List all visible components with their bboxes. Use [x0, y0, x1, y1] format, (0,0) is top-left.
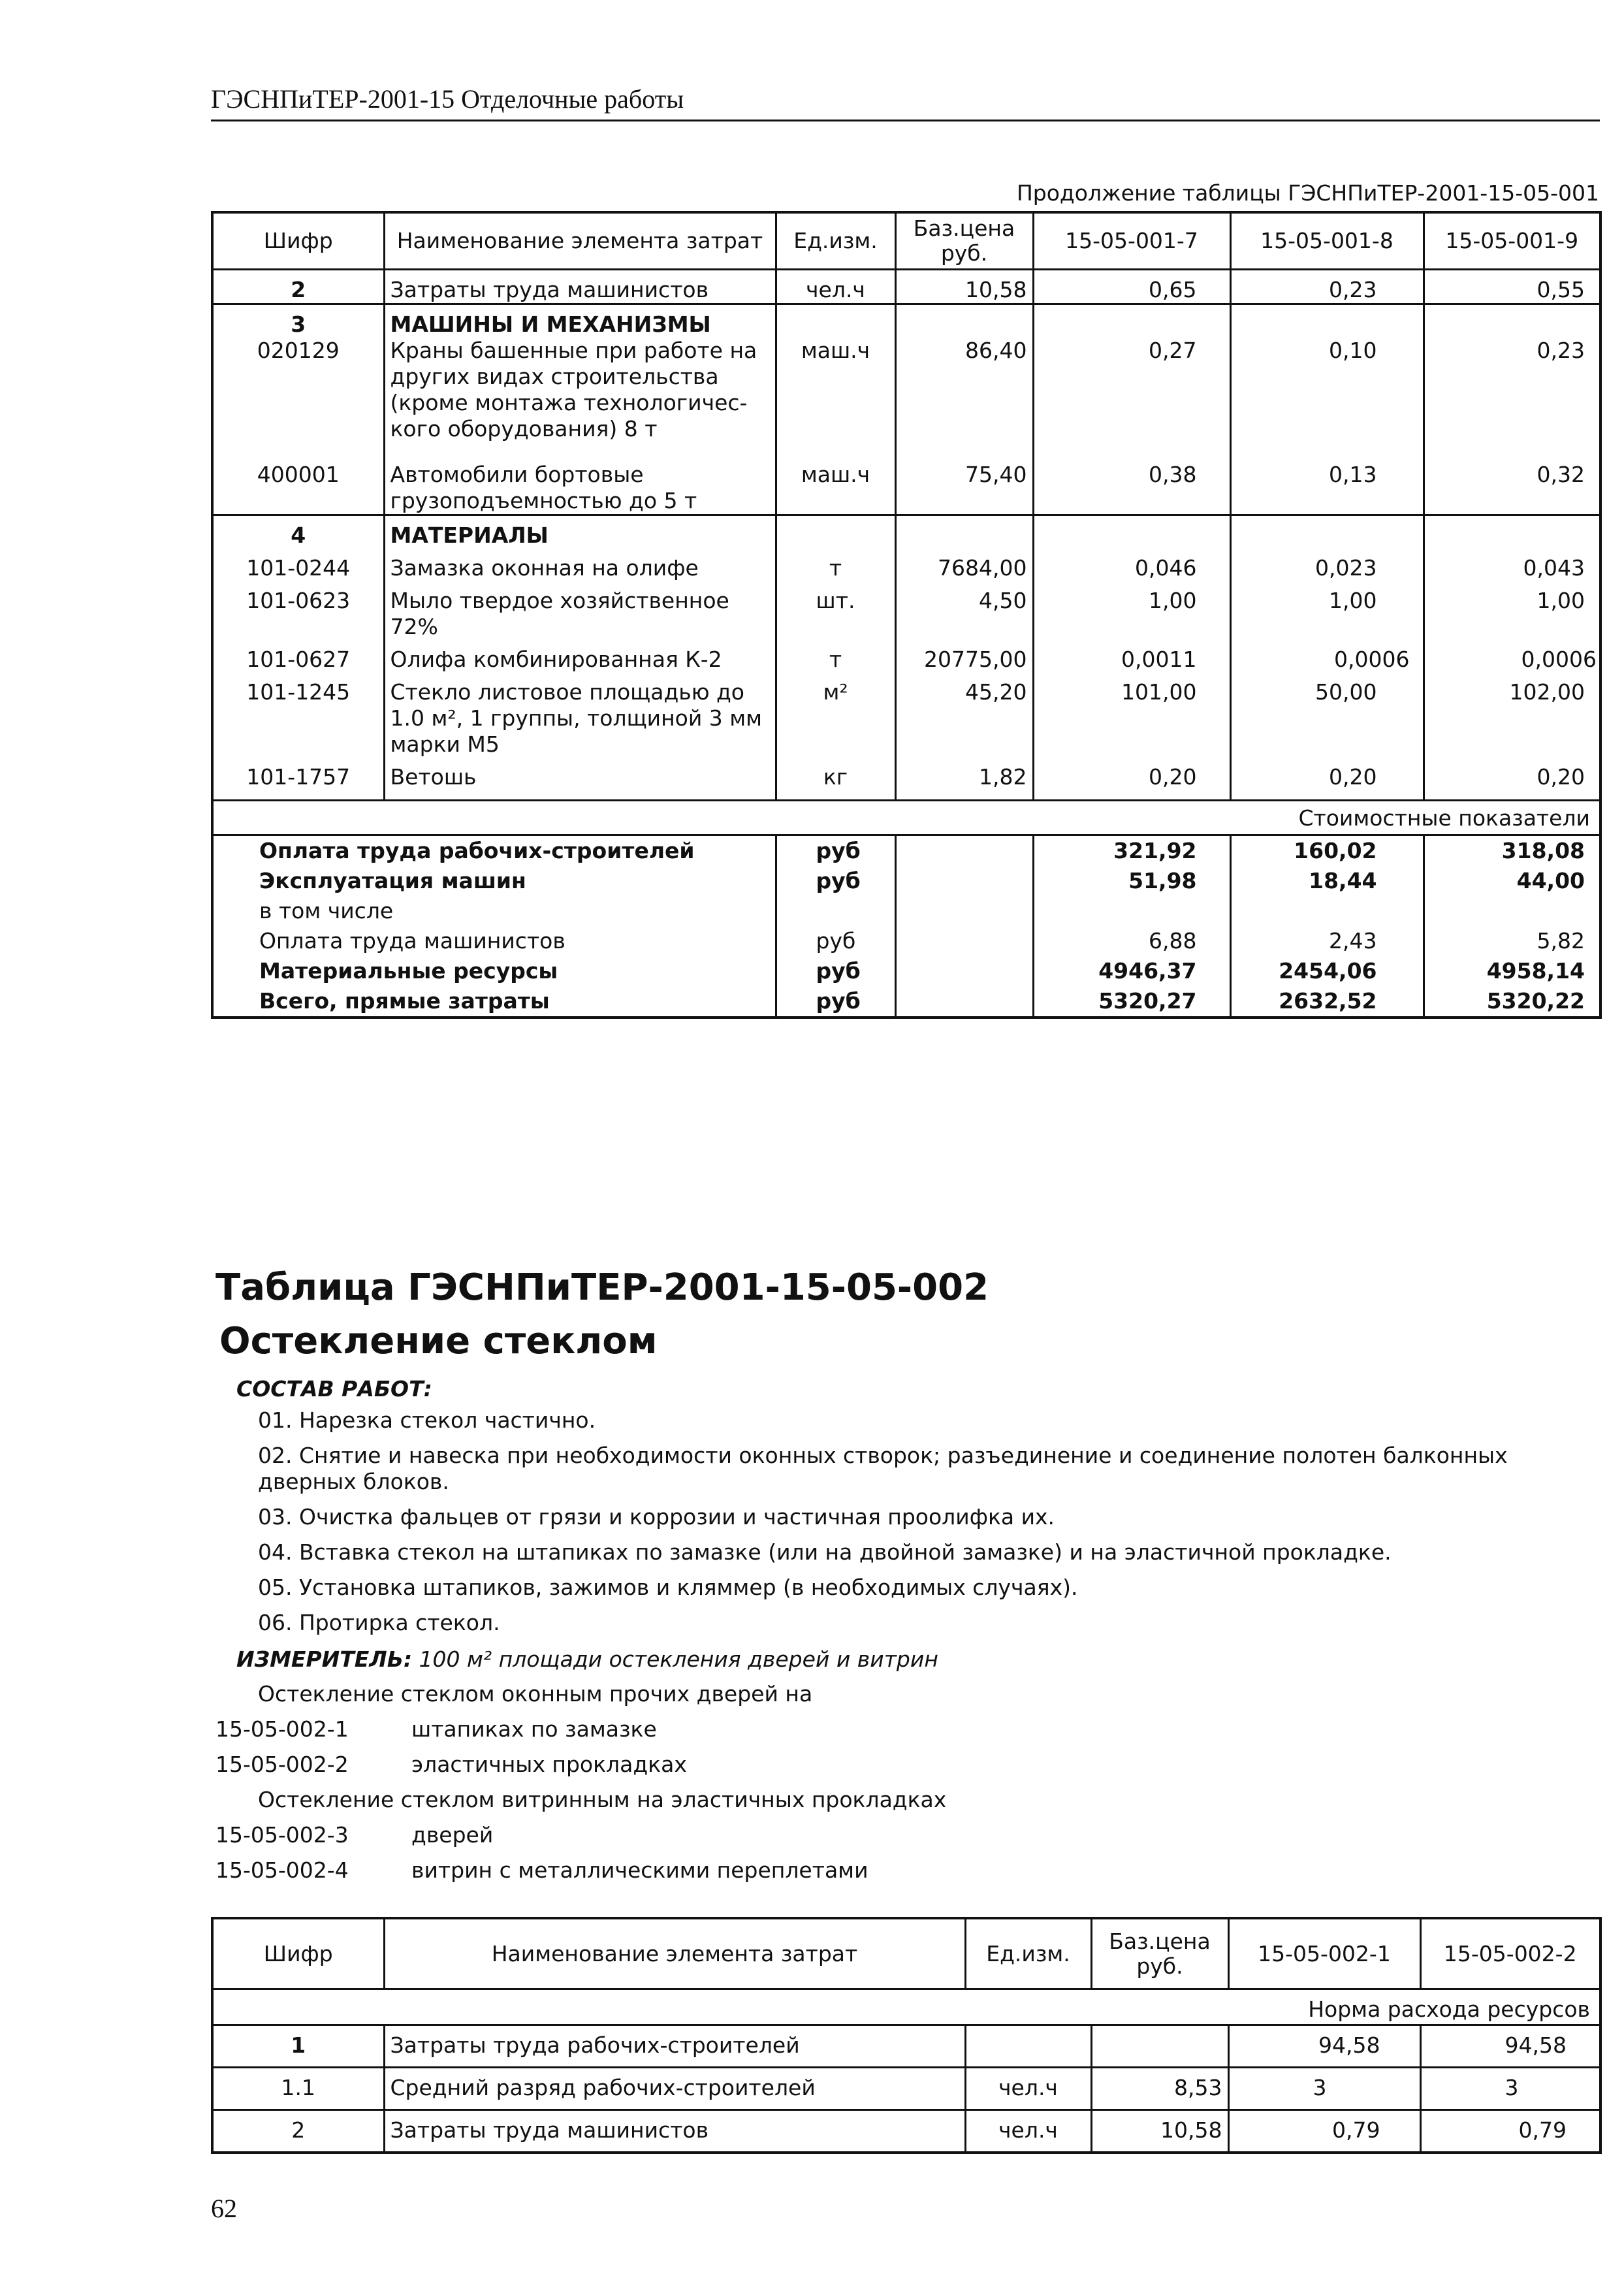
cell-value: 0,0006 — [1230, 640, 1424, 673]
total-value: 5320,27 — [1033, 986, 1230, 1018]
total-value: 5,82 — [1536, 928, 1585, 954]
cell-code: 101-0623 — [212, 581, 384, 640]
cell-name: Олифа комбинированная К-2 — [384, 640, 776, 673]
total-value: 4958,14 — [1486, 958, 1585, 984]
total-label: Всего, прямые затраты — [212, 986, 776, 1018]
cell-value: 0,20 — [1536, 764, 1585, 790]
cell-code: 1 — [212, 2025, 384, 2068]
section-heading: МАШИНЫ И МЕХАНИЗМЫ — [384, 304, 776, 338]
cell-code: 2 — [212, 270, 384, 304]
group-title: Остекление стеклом витринным на эластичных прокладках — [258, 1787, 947, 1812]
cell-name: Затраты труда рабочих-строителей — [384, 2025, 965, 2068]
cell-value: 0,0006 — [1521, 647, 1597, 672]
total-value: 2454,06 — [1230, 956, 1424, 986]
column-header: Баз.цена руб. — [895, 212, 1033, 270]
item-text: дверей — [411, 1822, 494, 1848]
cell-price: 4,50 — [895, 581, 1033, 640]
cell-value: 0,043 — [1523, 555, 1585, 581]
cell-unit: маш.ч — [776, 442, 895, 515]
cell-value: 0,023 — [1230, 549, 1424, 581]
table-section-row — [212, 515, 1600, 549]
total-value: 6,88 — [1033, 926, 1230, 956]
cell-name: Краны башенные при работе на других видах строительства (кроме монтажа технологичес-кого оборудования) 8 т — [384, 338, 776, 442]
cell-price: 8,53 — [1091, 2068, 1228, 2110]
header-rule — [211, 120, 1600, 121]
item-text: штапиках по замазке — [411, 1716, 657, 1742]
resources-table-15-05-001 — [211, 211, 1602, 1019]
table-row — [212, 442, 1600, 515]
total-value: 321,92 — [1033, 835, 1230, 867]
cell-name: Замазка оконная на олифе — [384, 549, 776, 581]
cell-value: 0,0011 — [1033, 640, 1230, 673]
list-item: 01. Нарезка стекол частично. — [258, 1407, 596, 1433]
list-item: 04. Вставка стекол на штапиках по замазке (или на двойной замазке) и на эластичной прокладке. — [258, 1539, 1392, 1565]
measure-line — [236, 1646, 938, 1672]
total-value: 2,43 — [1230, 926, 1424, 956]
cell-value: 102,00 — [1509, 679, 1585, 705]
cell-code: 400001 — [212, 442, 384, 515]
column-header: Наименование элемента затрат — [384, 1918, 965, 1989]
column-header: 15-05-001-8 — [1230, 212, 1424, 270]
cell-price: 10,58 — [895, 270, 1033, 304]
table-row — [212, 549, 1600, 581]
total-value: 18,44 — [1230, 866, 1424, 896]
cell-price: 86,40 — [895, 338, 1033, 442]
cell-value: 0,23 — [1536, 338, 1585, 363]
cell-name: Стекло листовое площадью до 1.0 м², 1 группы, толщиной 3 мм марки М5 — [384, 673, 776, 758]
cell-price: 45,20 — [895, 673, 1033, 758]
cell-value: 94,58 — [1505, 2032, 1567, 2058]
cell-code: 2 — [212, 2110, 384, 2153]
total-label: Оплата труда машинистов — [212, 926, 776, 956]
cell-unit: чел.ч — [965, 2110, 1091, 2153]
page-number: 62 — [211, 2194, 237, 2223]
cell-price: 1,82 — [895, 758, 1033, 801]
total-label: в том числе — [212, 896, 776, 926]
costs-label: Стоимостные показатели — [1298, 805, 1590, 831]
cell-price: 75,40 — [895, 442, 1033, 515]
total-value: 4946,37 — [1033, 956, 1230, 986]
total-unit: руб — [776, 986, 895, 1018]
total-unit: руб — [776, 866, 895, 896]
list-item: 05. Установка штапиков, зажимов и кляммер (в необходимых случаях). — [258, 1575, 1078, 1600]
total-unit: руб — [776, 926, 895, 956]
cell-code: 101-0627 — [212, 640, 384, 673]
total-unit: руб — [776, 956, 895, 986]
cell-name: Затраты труда машинистов — [384, 2110, 965, 2153]
cell-value: 0,20 — [1033, 758, 1230, 801]
cell-value: 3 — [1228, 2068, 1420, 2110]
total-value — [1033, 896, 1230, 926]
total-value: 51,98 — [1033, 866, 1230, 896]
total-unit: руб — [776, 835, 895, 867]
cell-price: 7684,00 — [895, 549, 1033, 581]
totals-row — [212, 956, 1600, 986]
list-item: 03. Очистка фальцев от грязи и коррозии и частичная проолифка их. — [258, 1504, 1055, 1530]
cell-unit: т — [776, 640, 895, 673]
column-header: 15-05-002-2 — [1420, 1918, 1600, 1989]
total-unit — [776, 896, 895, 926]
cell-unit: т — [776, 549, 895, 581]
item-code: 15-05-002-1 — [215, 1716, 349, 1742]
table-header-row — [212, 212, 1600, 270]
item-text: витрин с металлическими переплетами — [411, 1857, 868, 1883]
total-value: 2632,52 — [1230, 986, 1424, 1018]
total-value: 44,00 — [1516, 868, 1585, 893]
total-value — [1230, 896, 1424, 926]
cell-value: 1,00 — [1033, 581, 1230, 640]
running-header: ГЭСНПиТЕР-2001-15 Отделочные работы — [211, 84, 684, 114]
column-header: Ед.изм. — [965, 1918, 1091, 1989]
cell-value: 1,00 — [1230, 581, 1424, 640]
cell-name: Затраты труда машинистов — [384, 270, 776, 304]
column-header: Шифр — [212, 1918, 384, 1989]
totals-row — [212, 926, 1600, 956]
cell-unit — [965, 2025, 1091, 2068]
list-item: 02. Снятие и навеска при необходимости оконных створок; разъединение и соединение полотен балконных дверных блоков. — [258, 1443, 1508, 1494]
costs-label-row — [212, 801, 1600, 835]
section-subtitle: Остекление стеклом — [219, 1320, 658, 1362]
cell-value: 0,27 — [1033, 338, 1230, 442]
table-row — [212, 2068, 1600, 2110]
cell-value: 0,79 — [1228, 2110, 1420, 2153]
cell-value: 101,00 — [1033, 673, 1230, 758]
cell-name: Ветошь — [384, 758, 776, 801]
cell-unit: чел.ч — [965, 2068, 1091, 2110]
cell-code: 101-1245 — [212, 673, 384, 758]
table-row — [212, 758, 1600, 801]
total-label: Материальные ресурсы — [212, 956, 776, 986]
cell-value: 0,10 — [1230, 338, 1424, 442]
totals-row — [212, 835, 1600, 867]
cell-value: 0,13 — [1230, 442, 1424, 515]
cell-value: 0,20 — [1230, 758, 1424, 801]
table-section-row — [212, 304, 1600, 338]
cell-value: 3 — [1505, 2075, 1519, 2100]
norm-label-row — [212, 1989, 1600, 2025]
cell-code: 101-1757 — [212, 758, 384, 801]
total-value: 5320,22 — [1486, 988, 1585, 1014]
table-header-row — [212, 1918, 1600, 1989]
cell-code: 3 — [212, 304, 384, 338]
cell-value: 1,00 — [1536, 588, 1585, 613]
cell-name: Средний разряд рабочих-строителей — [384, 2068, 965, 2110]
item-code: 15-05-002-2 — [215, 1752, 349, 1777]
item-text: эластичных прокладках — [411, 1752, 687, 1777]
composition-heading: СОСТАВ РАБОТ: — [236, 1376, 432, 1402]
cell-unit: шт. — [776, 581, 895, 640]
table-row — [212, 270, 1600, 304]
totals-row — [212, 986, 1600, 1018]
table-row — [212, 640, 1600, 673]
cell-name: Мыло твердое хозяйственное 72% — [384, 581, 776, 640]
measure-label: ИЗМЕРИТЕЛЬ: — [236, 1646, 413, 1672]
cell-value: 0,55 — [1536, 277, 1585, 302]
table-row — [212, 2025, 1600, 2068]
cell-value: 50,00 — [1230, 673, 1424, 758]
column-header: Ед.изм. — [776, 212, 895, 270]
cell-code: 1.1 — [212, 2068, 384, 2110]
section-heading: МАТЕРИАЛЫ — [384, 515, 776, 549]
cell-value: 94,58 — [1228, 2025, 1420, 2068]
total-label: Эксплуатация машин — [212, 866, 776, 896]
resources-table-15-05-002 — [211, 1917, 1602, 2154]
column-header: 15-05-001-7 — [1033, 212, 1230, 270]
totals-row — [212, 896, 1600, 926]
group-title: Остекление стеклом оконным прочих дверей на — [258, 1681, 813, 1707]
item-code: 15-05-002-3 — [215, 1822, 349, 1848]
column-header: Шифр — [212, 212, 384, 270]
item-code: 15-05-002-4 — [215, 1857, 349, 1883]
cell-unit: чел.ч — [776, 270, 895, 304]
column-header: 15-05-001-9 — [1424, 212, 1600, 270]
cell-name: Автомобили бортовые грузоподъемностью до 5 т — [384, 442, 776, 515]
total-value — [1424, 896, 1600, 926]
cell-value: 0,65 — [1033, 270, 1230, 304]
cell-code: 4 — [212, 515, 384, 549]
table-row — [212, 338, 1600, 442]
cell-code: 101-0244 — [212, 549, 384, 581]
norm-label: Норма расхода ресурсов — [1308, 1996, 1590, 2022]
cell-unit: маш.ч — [776, 338, 895, 442]
table-row — [212, 673, 1600, 758]
column-header: Баз.цена руб. — [1091, 1918, 1228, 1989]
cell-value: 0,23 — [1230, 270, 1424, 304]
column-header: 15-05-002-1 — [1228, 1918, 1420, 1989]
table-continuation-caption: Продолжение таблицы ГЭСНПиТЕР-2001-15-05-001 — [1016, 180, 1599, 206]
total-value: 160,02 — [1230, 835, 1424, 867]
cell-value: 0,32 — [1536, 462, 1585, 487]
list-item: 06. Протирка стекол. — [258, 1610, 500, 1635]
composition-list — [258, 1407, 1551, 1645]
cell-code: 020129 — [212, 338, 384, 442]
total-label: Оплата труда рабочих-строителей — [212, 835, 776, 867]
cell-price: 20775,00 — [895, 640, 1033, 673]
cell-unit: м² — [776, 673, 895, 758]
total-value: 318,08 — [1501, 838, 1585, 863]
cell-unit: кг — [776, 758, 895, 801]
cell-price — [1091, 2025, 1228, 2068]
totals-row — [212, 866, 1600, 896]
cell-value: 0,38 — [1033, 442, 1230, 515]
cell-value: 0,046 — [1033, 549, 1230, 581]
column-header: Наименование элемента затрат — [384, 212, 776, 270]
cell-price: 10,58 — [1091, 2110, 1228, 2153]
measure-value: 100 м² площади остекления дверей и витрин — [419, 1646, 938, 1672]
table-row — [212, 2110, 1600, 2153]
table-row — [212, 581, 1600, 640]
section-title: Таблица ГЭСНПиТЕР-2001-15-05-002 — [215, 1266, 989, 1309]
cell-value: 0,79 — [1518, 2117, 1567, 2143]
